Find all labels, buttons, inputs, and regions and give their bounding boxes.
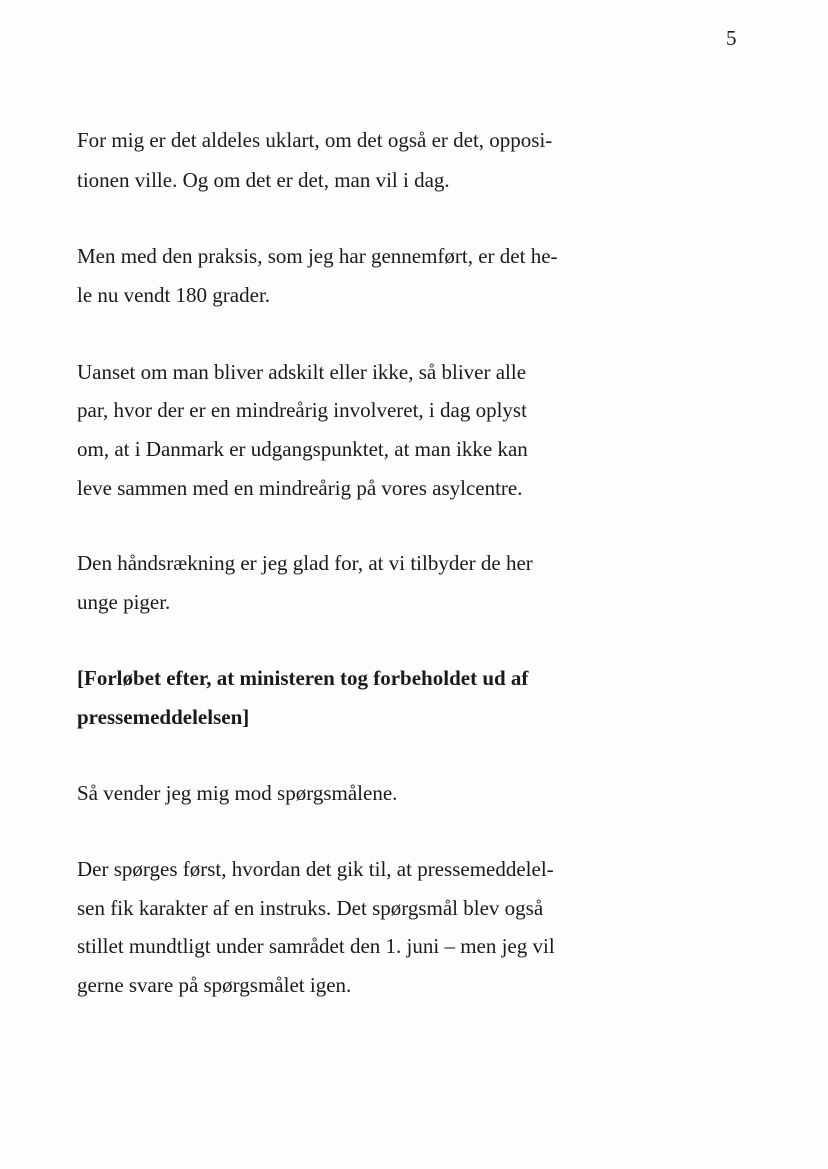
paragraph-6-line-1: Så vender jeg mig mod spørgsmålene. — [77, 781, 398, 805]
paragraph-3-line-4: leve sammen med en mindreårig på vores asylcentre. — [77, 476, 523, 500]
page-number: 5 — [726, 26, 737, 50]
paragraph-7-line-4: gerne svare på spørgsmålet igen. — [77, 973, 352, 997]
paragraph-3-line-3: om, at i Danmark er udgangspunktet, at man ikke kan — [77, 437, 528, 461]
paragraph-7-line-3: stillet mundtligt under samrådet den 1. juni – men jeg vil — [77, 934, 555, 958]
paragraph-4-line-1: Den håndsrækning er jeg glad for, at vi tilbyder de her — [77, 551, 533, 575]
paragraph-3-line-1: Uanset om man bliver adskilt eller ikke, så bliver alle — [77, 360, 527, 384]
paragraph-1-line-1: For mig er det aldeles uklart, om det også er det, opposi- — [77, 128, 553, 152]
paragraph-4-line-2: unge piger. — [77, 590, 171, 614]
section-heading-line-1: [Forløbet efter, at ministeren tog forbeholdet ud af — [77, 666, 529, 690]
section-heading-line-2: pressemeddelelsen] — [77, 705, 250, 729]
paragraph-7-line-2: sen fik karakter af en instruks. Det spørgsmål blev også — [77, 896, 544, 920]
paragraph-2-line-2: le nu vendt 180 grader. — [77, 283, 271, 307]
paragraph-3-line-2: par, hvor der er en mindreårig involveret, i dag oplyst — [77, 398, 527, 422]
paragraph-2-line-1: Men med den praksis, som jeg har gennemført, er det he- — [77, 244, 558, 268]
paragraph-1-line-2: tionen ville. Og om det er det, man vil i dag. — [77, 168, 450, 192]
paragraph-7-line-1: Der spørges først, hvordan det gik til, at pressemeddelel- — [77, 857, 554, 881]
